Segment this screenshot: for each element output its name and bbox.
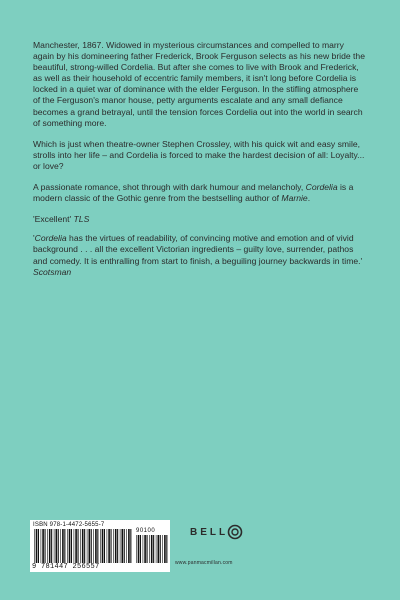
blurb-paragraph-2: Which is just when theatre-owner Stephen Crossley, with his quick wit and easy smile, strolls into her life – and Cordelia is forced to make the hardest decision of all: Loyalty... or love? bbox=[33, 138, 365, 171]
barcode-bar bbox=[117, 529, 118, 563]
barcode-bar bbox=[97, 529, 98, 563]
quote-source: Scotsman bbox=[33, 266, 72, 277]
publisher-logo-ring-icon bbox=[227, 524, 243, 540]
barcode-bar bbox=[67, 529, 68, 563]
barcode-bar bbox=[71, 529, 72, 563]
barcode-bar bbox=[74, 529, 75, 563]
review-quote-2 bbox=[33, 233, 367, 277]
quote-text: has the virtues of readability, of convincing motive and emotion and of vivid background . . . all the excellent Victorian ingredients – guilty love, surrender, pathos and comedy. It is enthralling from start to finish, a beguiling journey backwards in time.' bbox=[33, 233, 363, 266]
blurb-p3-end: . bbox=[307, 193, 311, 204]
barcode-bar bbox=[162, 535, 163, 563]
blurb-p3-text-2: is a modern classic of the Gothic genre from the bestselling author of bbox=[33, 182, 354, 204]
barcode-bar bbox=[107, 529, 108, 563]
barcode-bar bbox=[89, 529, 91, 563]
barcode-bar bbox=[143, 535, 144, 563]
barcode-bars bbox=[34, 529, 132, 563]
blurb-text bbox=[33, 40, 367, 288]
barcode-bar bbox=[158, 535, 160, 563]
barcode-bar bbox=[93, 529, 94, 563]
barcode-bar bbox=[38, 529, 39, 563]
barcode-bar bbox=[91, 529, 92, 563]
barcode-bar bbox=[82, 529, 84, 563]
barcode-bar bbox=[113, 529, 114, 563]
barcode-bar bbox=[84, 529, 85, 563]
quote-source: TLS bbox=[73, 214, 90, 225]
barcode-bar bbox=[100, 529, 101, 563]
barcode-bar bbox=[62, 529, 64, 563]
barcode-bar bbox=[115, 529, 117, 563]
publisher-logo-text: BELL bbox=[190, 526, 229, 538]
barcode-bar bbox=[47, 529, 48, 563]
barcode-bar bbox=[128, 529, 130, 563]
book-title: Cordelia bbox=[305, 182, 338, 193]
barcode-digits: 9 781447 256557 bbox=[32, 563, 100, 571]
barcode-bar bbox=[56, 529, 58, 563]
barcode-bar bbox=[42, 529, 44, 563]
barcode-addon-number: 90100 bbox=[136, 528, 156, 534]
barcode-bar bbox=[122, 529, 124, 563]
barcode-bar bbox=[166, 535, 167, 563]
barcode-bar bbox=[138, 535, 140, 563]
barcode-bar bbox=[153, 535, 154, 563]
barcode-bar bbox=[164, 535, 166, 563]
barcode-bar bbox=[60, 529, 61, 563]
barcode-bar bbox=[36, 529, 38, 563]
quote-open: ' bbox=[33, 233, 35, 244]
barcode-bar bbox=[102, 529, 104, 563]
barcode-bar bbox=[69, 529, 71, 563]
barcode-bar bbox=[149, 535, 150, 563]
barcode-bar bbox=[126, 529, 127, 563]
review-quote-1 bbox=[33, 214, 367, 225]
quote-book-title: Cordelia bbox=[34, 233, 67, 244]
barcode-bar bbox=[144, 535, 146, 563]
barcode-bar bbox=[51, 529, 52, 563]
barcode-bar bbox=[130, 529, 131, 563]
barcode-bar bbox=[160, 535, 161, 563]
barcode-bar bbox=[111, 529, 112, 563]
barcode-bar bbox=[120, 529, 121, 563]
barcode-bar bbox=[147, 535, 148, 563]
blurb-paragraph-1: Manchester, 1867. Widowed in mysterious circumstances and compelled to marry again by his domineering father Frederick, Brook Ferguson selects as his new bride the beautiful, strong-willed Cordelia. But after she comes to live with Brook and Frederick, as well as their household of eccentric family members, it isn't long before Cordelia is locked in a quiet war of dominance with the elder Ferguson. In the stifling atmosphere of the Ferguson's manor house, petty arguments escalate and any small defiance becomes a grand betrayal, until the tension forces Cordelia out into the world in search of something more. bbox=[33, 40, 365, 128]
quote-text: 'Excellent' bbox=[33, 214, 74, 225]
barcode-bar bbox=[54, 529, 55, 563]
barcode-bar bbox=[41, 529, 42, 563]
barcode-bar bbox=[75, 529, 77, 563]
blurb-paragraph-3 bbox=[33, 182, 367, 204]
barcode-bar bbox=[58, 529, 59, 563]
barcode-bar bbox=[95, 529, 97, 563]
barcode-bar bbox=[140, 535, 141, 563]
barcode-bar bbox=[34, 529, 35, 563]
barcode bbox=[30, 520, 170, 572]
barcode-bar bbox=[80, 529, 81, 563]
barcode-bar bbox=[124, 529, 125, 563]
blurb-p3-text: A passionate romance, shot through with dark humour and melancholy, bbox=[33, 182, 306, 193]
barcode-bar bbox=[78, 529, 79, 563]
publisher-url: www.panmacmillan.com bbox=[175, 560, 233, 566]
other-book-title: Marnie bbox=[281, 193, 308, 204]
barcode-addon-bars bbox=[136, 535, 168, 563]
barcode-bar bbox=[108, 529, 110, 563]
barcode-bar bbox=[104, 529, 105, 563]
barcode-bar bbox=[49, 529, 51, 563]
barcode-bar bbox=[87, 529, 88, 563]
publisher-logo bbox=[190, 522, 243, 542]
isbn-label: ISBN 978-1-4472-5655-7 bbox=[33, 522, 105, 528]
barcode-bar bbox=[151, 535, 153, 563]
barcode-bar bbox=[136, 535, 137, 563]
barcode-bar bbox=[64, 529, 65, 563]
barcode-bar bbox=[156, 535, 157, 563]
barcode-bar bbox=[45, 529, 46, 563]
